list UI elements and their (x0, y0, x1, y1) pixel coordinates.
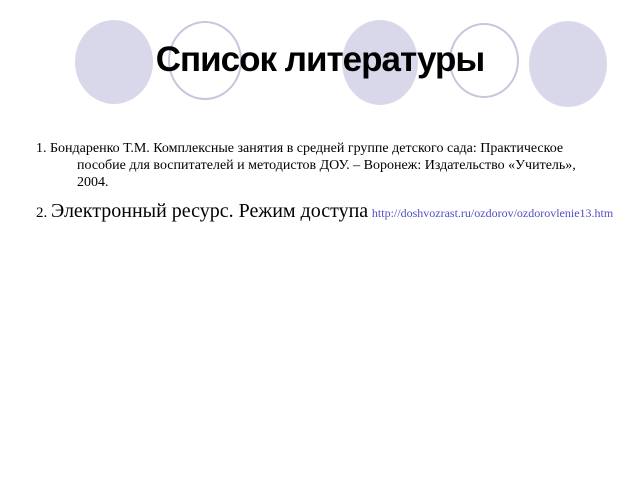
resource-link[interactable]: http://doshvozrast.ru/ozdorov/ozdorovlenie13.htm (371, 206, 614, 220)
list-item-1 (36, 140, 610, 191)
list-item-2 (36, 198, 614, 226)
item-2-text: Электронный ресурс. Режим доступа (51, 200, 369, 222)
bibliography-list (36, 140, 614, 226)
item-1-number: 1. (36, 141, 47, 156)
item-2-number: 2. (36, 205, 48, 221)
item-1-text: Бондаренко Т.М. Комплексные занятия в средней группе детского сада: Практическое пособие для воспитателей и методистов ДОУ. – Воронеж: Издательство «Учитель», 2004. (50, 141, 576, 190)
slide-title: Список литературы (155, 40, 485, 79)
